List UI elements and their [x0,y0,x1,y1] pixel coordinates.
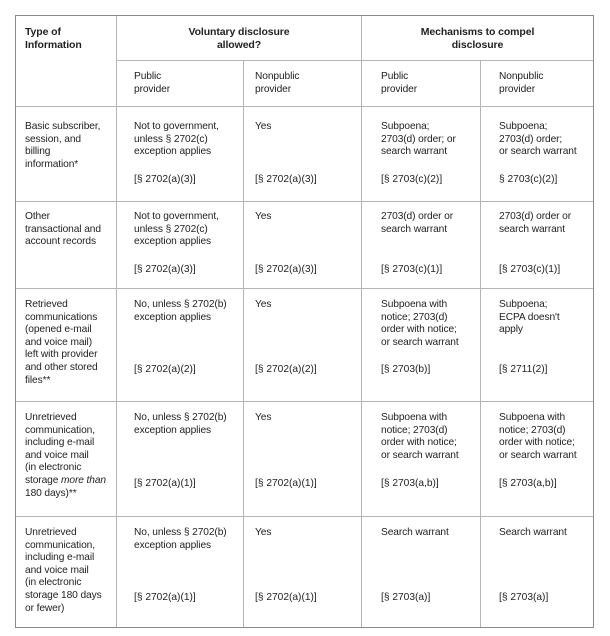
row4-comp-nonpublic-cite: [§ 2703(a,b)] [499,478,557,489]
row2-vol-public: Not to government, unless § 2702(c) exception applies [134,211,219,248]
row3-vol-nonpublic: Yes [255,299,272,310]
row2-comp-nonpublic: 2703(d) order or search warrant [499,211,572,235]
row1-comp-nonpublic: Subpoena; 2703(d) order; or search warrant [499,121,577,158]
subheader-comp-public: Public provider [381,71,418,95]
row4-vol-nonpublic: Yes [255,412,272,423]
row-divider-5 [16,516,593,517]
row1-vol-public: Not to government, unless § 2702(c) exception applies [134,121,219,158]
row1-comp-nonpublic-cite: § 2703(c)(2)] [499,174,558,185]
row-divider-2 [16,201,593,202]
subheader-vol-public: Public provider [134,71,171,95]
row3-vol-public-cite: [§ 2702(a)(2)] [134,364,196,375]
row1-type: Basic subscriber, session, and billing information* [25,121,101,170]
subheader-comp-nonpublic: Nonpublic provider [499,71,544,95]
col-divider-3 [361,16,362,627]
row4-comp-public: Subpoena with notice; 2703(d) order with notice; or search warrant [381,412,459,461]
row2-vol-public-cite: [§ 2702(a)(3)] [134,264,196,275]
row4-comp-nonpublic: Subpoena with notice; 2703(d) order with notice; or search warrant [499,412,577,461]
voluntary-header: Voluntary disclosure allowed? [188,26,290,51]
row5-vol-public: No, unless § 2702(b) exception applies [134,527,227,551]
row5-comp-nonpublic-cite: [§ 2703(a)] [499,592,549,603]
subheader-vol-nonpublic: Nonpublic provider [255,71,300,95]
row4-vol-public: No, unless § 2702(b) exception applies [134,412,227,436]
row5-vol-nonpublic-cite: [§ 2702(a)(1)] [255,592,317,603]
row-divider-3 [16,288,593,289]
row5-comp-public-cite: [§ 2703(a)] [381,592,431,603]
row4-vol-public-cite: [§ 2702(a)(1)] [134,478,196,489]
row-divider-1 [16,106,593,107]
row2-vol-nonpublic-cite: [§ 2702(a)(3)] [255,264,317,275]
row1-vol-nonpublic-cite: [§ 2702(a)(3)] [255,174,317,185]
row1-comp-public-cite: [§ 2703(c)(2)] [381,174,443,185]
row4-comp-public-cite: [§ 2703(a,b)] [381,478,439,489]
row2-comp-public: 2703(d) order or search warrant [381,211,454,235]
row2-comp-public-cite: [§ 2703(c)(1)] [381,264,443,275]
row5-vol-public-cite: [§ 2702(a)(1)] [134,592,196,603]
row1-vol-nonpublic: Yes [255,121,272,132]
row-divider-4 [16,401,593,402]
row5-type: Unretrieved communication, including e-mail and voice mail (in electronic storage 180 days or fewer) [25,527,102,614]
row3-comp-public: Subpoena with notice; 2703(d) order with notice; or search warrant [381,299,459,348]
row2-comp-nonpublic-cite: [§ 2703(c)(1)] [499,264,561,275]
type-header: Type of Information [25,26,82,51]
row4-type-part-b: 180 days)** [25,487,77,499]
row1-vol-public-cite: [§ 2702(a)(3)] [134,174,196,185]
compel-header: Mechanisms to compel disclosure [420,26,535,51]
row3-comp-nonpublic: Subpoena; ECPA doesn't apply [499,299,560,336]
row5-comp-public: Search warrant [381,527,449,538]
row3-vol-nonpublic-cite: [§ 2702(a)(2)] [255,364,317,375]
row3-comp-public-cite: [§ 2703(b)] [381,364,431,375]
row4-type [25,412,115,500]
header-divider [116,60,593,61]
col-divider-2 [243,60,244,627]
row4-type-part-a: Unretrieved communication, including e-mail and voice mail (in electronic storage [25,412,95,486]
row1-comp-public: Subpoena; 2703(d) order; or search warrant [381,121,456,158]
row4-type-emphasis: more than [61,474,106,486]
col-divider-4 [480,60,481,627]
row4-vol-nonpublic-cite: [§ 2702(a)(1)] [255,478,317,489]
row5-comp-nonpublic: Search warrant [499,527,567,538]
row5-vol-nonpublic: Yes [255,527,272,538]
row3-vol-public: No, unless § 2702(b) exception applies [134,299,227,323]
row2-vol-nonpublic: Yes [255,211,272,222]
row3-comp-nonpublic-cite: [§ 2711(2)] [499,364,548,375]
row2-type: Other transactional and account records [25,211,101,248]
col-divider-1 [116,16,117,627]
row3-type: Retrieved communications (opened e-mail and voice mail) left with provider and other stored files** [25,299,98,386]
